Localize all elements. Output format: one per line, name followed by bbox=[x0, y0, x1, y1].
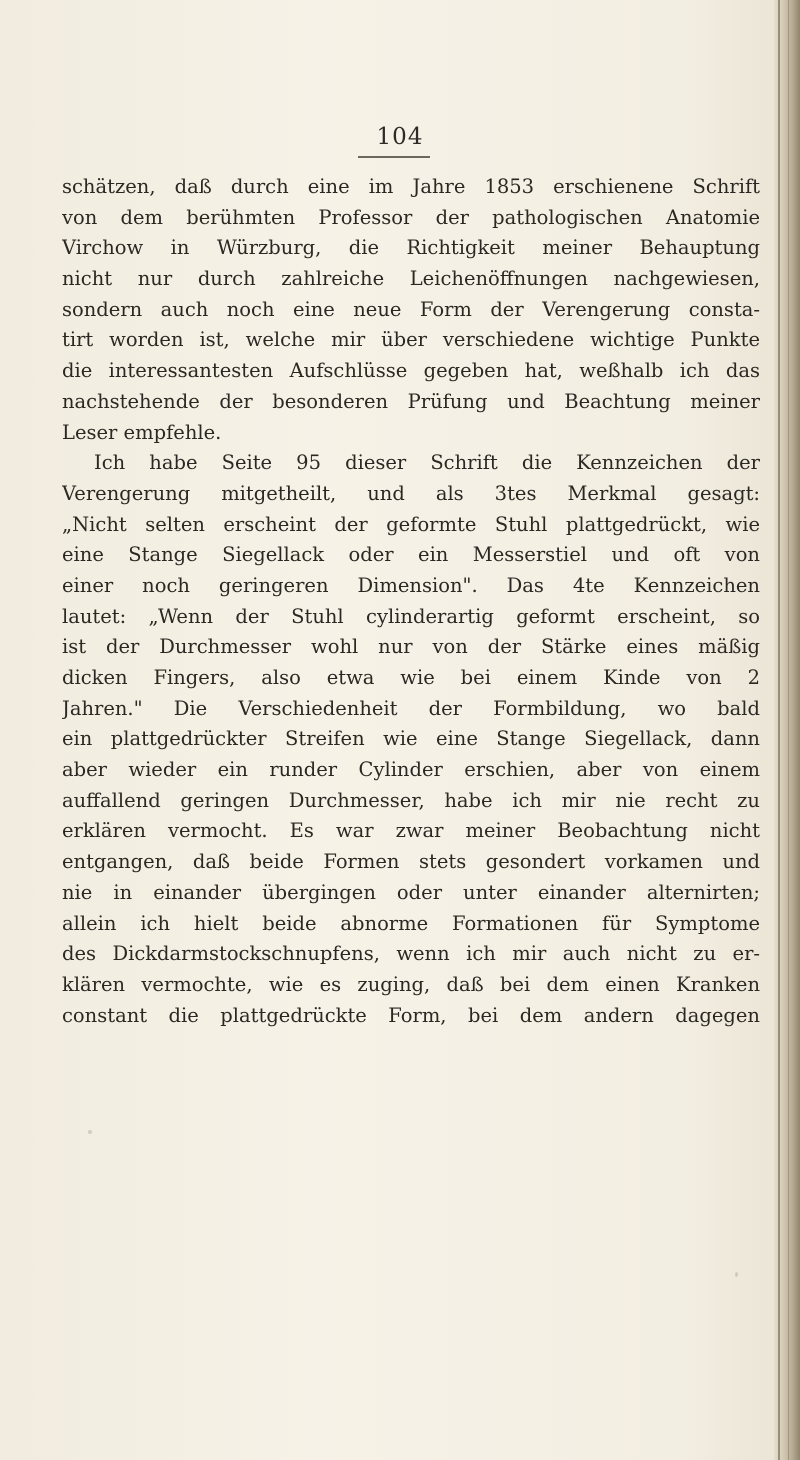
paper-speck bbox=[88, 1130, 92, 1134]
text-line: dicken Fingers, also etwa wie bei einem Kinde von 2 bbox=[62, 666, 760, 689]
text-line: tirt worden ist, welche mir über verschiedene wichtige Punkte bbox=[62, 328, 760, 352]
text-line: lautet: „Wenn der Stuhl cylinderartig geformt erscheint, so bbox=[62, 604, 760, 628]
text-line: „Nicht selten erscheint der geformte Stuhl plattgedrückt, wie bbox=[62, 512, 760, 536]
text-line: Verengerung mitgetheilt, und als 3tes Merkmal gesagt: bbox=[62, 481, 760, 505]
binding-shadow-line bbox=[778, 0, 780, 1460]
text-line: Jahren." Die Verschiedenheit der Formbildung, wo bald bbox=[62, 696, 760, 720]
text-line: aber wieder ein runder Cylinder erschien, aber von einem bbox=[62, 758, 760, 782]
text-line: die interessantesten Aufschlüsse gegeben hat, weßhalb ich das bbox=[62, 359, 760, 383]
page-number-underline bbox=[358, 156, 430, 158]
text-line: Virchow in Würzburg, die Richtigkeit meiner Behauptung bbox=[62, 236, 760, 260]
page-number: 104 bbox=[376, 124, 424, 150]
text-line: nicht nur durch zahlreiche Leichenöffnungen nachgewiesen, bbox=[62, 267, 760, 291]
text-line: erklären vermocht. Es war zwar meiner Beobachtung nicht bbox=[62, 819, 760, 843]
text-line: nie in einander übergingen oder unter einander alternirten; bbox=[62, 880, 760, 904]
text-line: ein plattgedrückter Streifen wie eine Stange Siegellack, dann bbox=[62, 727, 760, 751]
text-line: klären vermochte, wie es zuging, daß bei dem einen Kranken bbox=[62, 972, 760, 996]
paper-speck bbox=[735, 1272, 738, 1277]
text-line: sondern auch noch eine neue Form der Verengerung consta- bbox=[62, 297, 760, 321]
text-line: constant die plattgedrückte Form, bei dem andern dagegen bbox=[62, 1003, 760, 1027]
text-line: nachstehende der besonderen Prüfung und Beachtung meiner bbox=[62, 389, 760, 413]
binding-shadow-line-thin bbox=[788, 0, 789, 1460]
text-line: eine Stange Siegellack oder ein Messerstiel und oft von bbox=[62, 543, 760, 567]
text-line: des Dickdarmstockschnupfens, wenn ich mir auch nicht zu er- bbox=[62, 942, 760, 966]
text-line: von dem berühmten Professor der pathologischen Anatomie bbox=[62, 205, 760, 229]
page-binding-edge bbox=[774, 0, 800, 1460]
text-line: auffallend geringen Durchmesser, habe ich mir nie recht zu bbox=[62, 788, 760, 812]
body-text bbox=[62, 172, 760, 1031]
text-line: entgangen, daß beide Formen stets gesondert vorkamen und bbox=[62, 850, 760, 874]
text-line: schätzen, daß durch eine im Jahre 1853 erschienene Schrift bbox=[62, 175, 760, 198]
text-line: ist der Durchmesser wohl nur von der Stärke eines mäßig bbox=[62, 635, 760, 659]
text-line: einer noch geringeren Dimension". Das 4te Kennzeichen bbox=[62, 573, 760, 597]
text-line: allein ich hielt beide abnorme Formationen für Symptome bbox=[62, 911, 760, 935]
text-line-paragraph-start: Ich habe Seite 95 dieser Schrift die Kennzeichen der bbox=[94, 451, 760, 475]
text-line-paragraph-end: Leser empfehle. bbox=[62, 420, 222, 444]
